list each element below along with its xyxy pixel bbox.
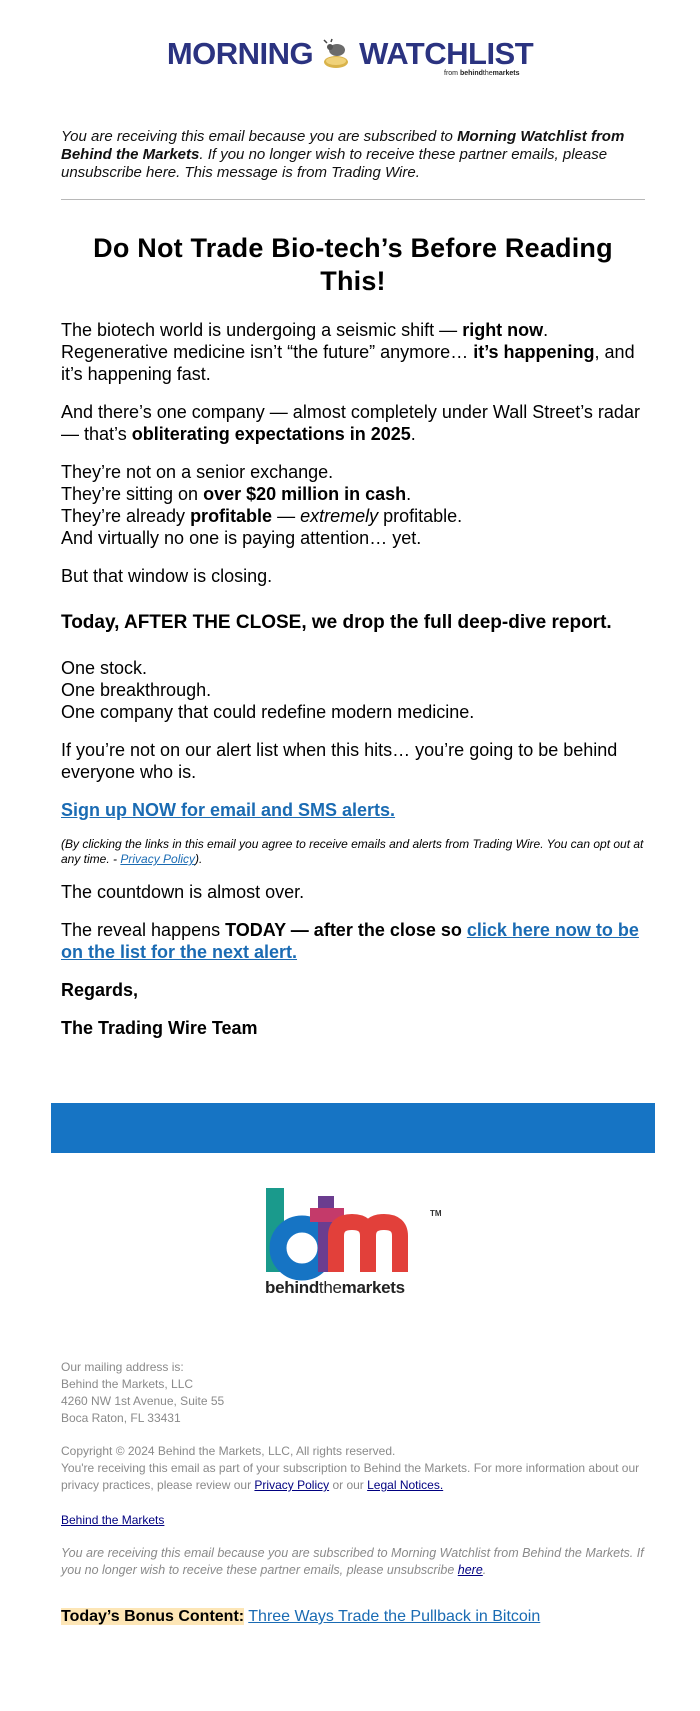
paragraph-8: The reveal happens TODAY — after the close so click here now to be on the list for the next alert. (61, 920, 639, 962)
article-body (61, 319, 645, 1039)
logo-word-morning: MORNING (166, 36, 314, 71)
city-address: Boca Raton, FL 33431 (61, 1411, 181, 1425)
bonus-label: Today’s Bonus Content: (61, 1608, 245, 1625)
alert-list-link[interactable]: click here now to be on the list for the next alert. (61, 920, 639, 962)
footer-privacy-link[interactable]: Privacy Policy (254, 1478, 330, 1492)
signup-link[interactable]: Sign up NOW for email and SMS alerts. (61, 800, 396, 820)
divider (61, 199, 645, 200)
signup-paragraph (61, 799, 645, 821)
subscription-disclaimer: You are receiving this email because you are subscribed to Morning Watchlist from Behind the Markets. If you no longer wish to receive these partner emails, please unsubscribe here. This message is from Trading Wire. (61, 128, 625, 181)
mailing-address (61, 1359, 655, 1427)
blue-banner (51, 1103, 655, 1153)
privacy-policy-link[interactable]: Privacy Policy (120, 852, 196, 866)
company-name: Behind the Markets, LLC (61, 1377, 194, 1391)
copyright-text: Copyright © 2024 Behind the Markets, LLC, All rights reserved. (61, 1444, 396, 1458)
paragraph-2: And there’s one company — almost completely under Wall Street’s radar — that’s obliterating expectations in 2025. (61, 402, 640, 444)
btm-wordmark: behindthemarkets (265, 1278, 405, 1297)
paragraph-3: They’re not on a senior exchange. They’re sitting on over $20 million in cash. They’re already profitable — extremely profitable. And virtually no one is paying attention… yet. (61, 462, 463, 548)
morning-watchlist-logo[interactable] (0, 36, 700, 72)
copyright-block (61, 1443, 655, 1494)
paragraph-6: If you’re not on our alert list when this hits… you’re going to be behind everyone who is. (61, 740, 618, 782)
article-headline: Do Not Trade Bio-tech’s Before Reading This! (93, 233, 613, 296)
unsubscribe-notice: You are receiving this email because you are subscribed to Morning Watchlist from Behind the Markets. If you no longer wish to receive these partner emails, please unsubscribe here. (61, 1546, 644, 1577)
logo-subtitle: from behindthemarkets (444, 70, 520, 77)
privacy-notice: You're receiving this email as part of your subscription to Behind the Markets. For more information about our privacy practices, please review our Privacy Policy or our Legal Notices. (61, 1461, 640, 1492)
logo-word-watchlist: WATCHLIST (359, 36, 534, 71)
unsubscribe-link[interactable]: here (457, 1563, 483, 1577)
regards: Regards, (61, 980, 139, 1000)
paragraph-7: The countdown is almost over. (61, 882, 305, 902)
legal-notices-link[interactable]: Legal Notices. (367, 1478, 444, 1492)
behind-the-markets-link[interactable]: Behind the Markets (61, 1513, 165, 1527)
paragraph-4: But that window is closing. (61, 566, 273, 586)
trademark-mark: TM (430, 1209, 442, 1218)
street-address: 4260 NW 1st Avenue, Suite 55 (61, 1394, 225, 1408)
paragraph-1: The biotech world is undergoing a seismic shift — right now. Regenerative medicine isn’t “the future” anymore… it’s happening, and it’s happening fast. (61, 320, 635, 384)
signature: The Trading Wire Team (61, 1018, 258, 1038)
paragraph-5: One stock. One breakthrough. One company that could redefine modern medicine. (61, 658, 475, 722)
bonus-content (61, 1608, 540, 1626)
btm-link-row (61, 1512, 655, 1529)
consent-note: (By clicking the links in this email you agree to receive emails and alerts from Trading Wire. You can opt out at any time. - Privacy Policy). (61, 837, 644, 866)
mailing-label: Our mailing address is: (61, 1360, 184, 1374)
report-subheading: Today, AFTER THE CLOSE, we drop the full deep-dive report. (61, 612, 612, 633)
bonus-link[interactable]: Three Ways Trade the Pullback in Bitcoin (248, 1608, 541, 1625)
bull-coin-icon (319, 37, 353, 71)
